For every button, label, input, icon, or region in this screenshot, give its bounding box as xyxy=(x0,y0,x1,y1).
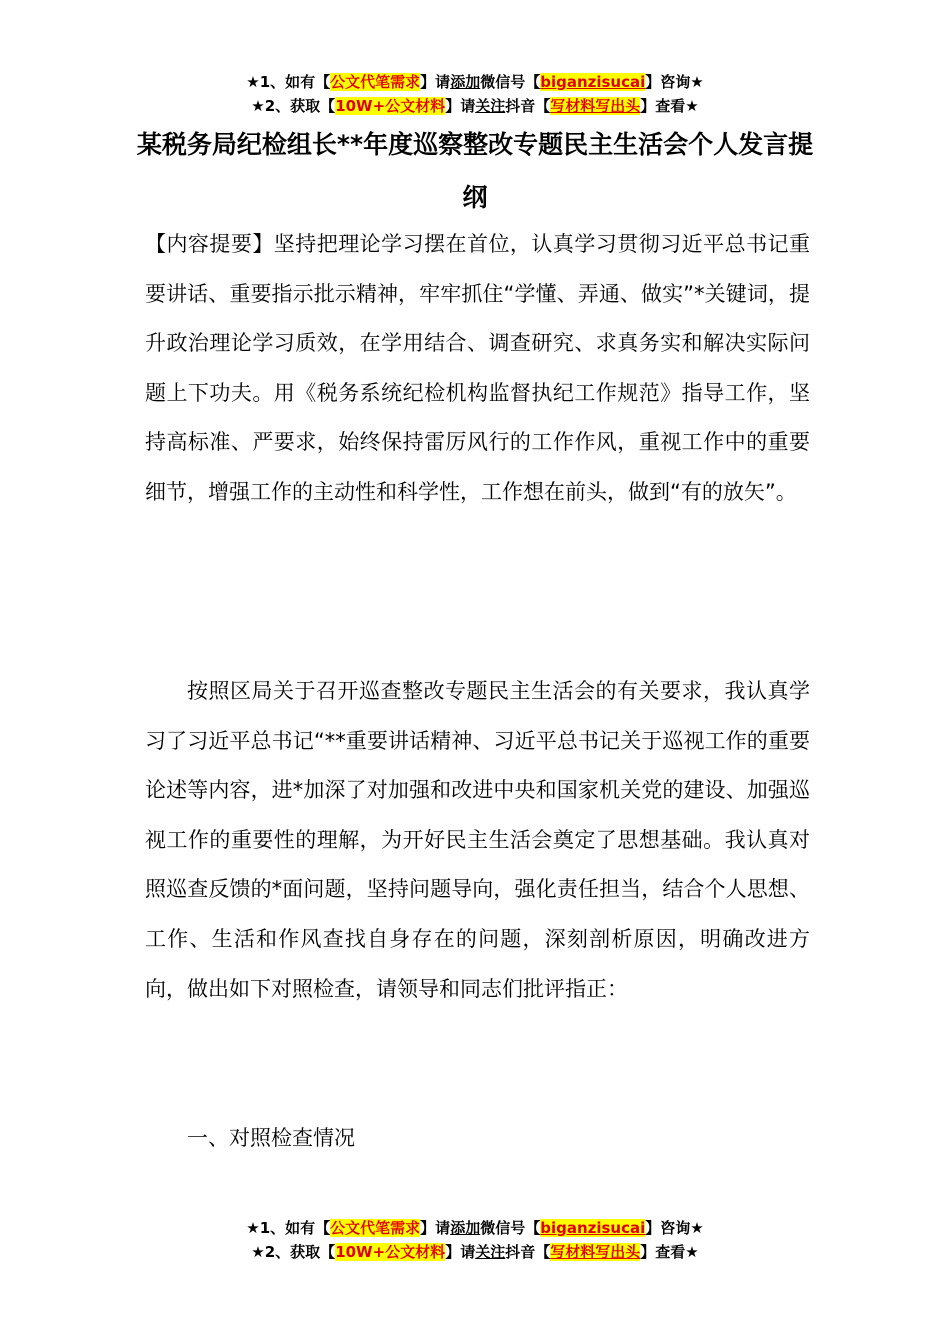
banner-text: 】查看★ xyxy=(640,1243,699,1261)
banner-douyin-id: 写材料写出头 xyxy=(550,1243,641,1261)
banner-text: 】请 xyxy=(420,1219,451,1237)
banner-text: 抖音【 xyxy=(505,97,551,115)
banner-text: 】请 xyxy=(445,97,476,115)
banner-underlined: 添加 xyxy=(450,1219,481,1237)
banner-wechat-id: biganzisucai xyxy=(540,73,646,91)
banner-text: 】请 xyxy=(445,1243,476,1261)
banner-underlined: 关注 xyxy=(475,1243,506,1261)
banner-text: 微信号【 xyxy=(480,73,541,91)
banner-text: ★2、获取【 xyxy=(251,1243,336,1261)
body-paragraph: 按照区局关于召开巡查整改专题民主生活会的有关要求，我认真学习了习近平总书记“**重要讲话精神、习近平总书记关于巡视工作的重要论述等内容，进*加深了对加强和改进中央和国家机关党的建设、加强巡视工作的重要性的理解，为开好民主生活会奠定了思想基础。我认真对照巡查反馈的*面问题，坚持问题导向，强化责任担当，结合个人思想、工作、生活和作风查找自身存在的问题，深刻剖析原因，明确改进方向，做出如下对照检查，请领导和同志们批评指正： xyxy=(145,679,810,1001)
banner-underlined: 关注 xyxy=(475,97,506,115)
banner-wechat-id: biganzisucai xyxy=(540,1219,646,1237)
banner-line-2 xyxy=(0,1240,950,1264)
banner-text: ★1、如有【 xyxy=(246,1219,331,1237)
section-heading: 一、对照检查情况 xyxy=(187,1126,355,1150)
banner-text: ★2、获取【 xyxy=(251,97,336,115)
banner-text: 】查看★ xyxy=(640,97,699,115)
banner-underlined: 添加 xyxy=(450,73,481,91)
banner-highlight: 10W+公文材料 xyxy=(335,97,446,115)
banner-text: 微信号【 xyxy=(480,1219,541,1237)
banner-line-2 xyxy=(0,94,950,118)
banner-text: 抖音【 xyxy=(505,1243,551,1261)
summary-paragraph: 【内容提要】坚持把理论学习摆在首位，认真学习贯彻习近平总书记重要讲话、重要指示批示精神，牢牢抓住“学懂、弄通、做实”*关键词，提升政治理论学习质效，在学用结合、调查研究、求真务实和解决实际问题上下功夫。用《税务系统纪检机构监督执纪工作规范》指导工作，坚持高标准、严要求，始终保持雷厉风行的工作作风，重视工作中的重要细节，增强工作的主动性和科学性，工作想在前头，做到“有的放矢”。 xyxy=(145,232,810,504)
banner-line-1 xyxy=(0,1216,950,1240)
banner-text: 】请 xyxy=(420,73,451,91)
footer-banner xyxy=(0,1216,950,1264)
banner-highlight: 10W+公文材料 xyxy=(335,1243,446,1261)
header-banner xyxy=(0,70,950,118)
banner-douyin-id: 写材料写出头 xyxy=(550,97,641,115)
banner-text: 】咨询★ xyxy=(645,1219,704,1237)
banner-line-1 xyxy=(0,70,950,94)
document-title: 某税务局纪检组长**年度巡察整改专题民主生活会个人发言提纲 xyxy=(136,130,814,212)
banner-highlight: 公文代笔需求 xyxy=(330,1219,421,1237)
banner-highlight: 公文代笔需求 xyxy=(330,73,421,91)
banner-text: 】咨询★ xyxy=(645,73,704,91)
banner-text: ★1、如有【 xyxy=(246,73,331,91)
